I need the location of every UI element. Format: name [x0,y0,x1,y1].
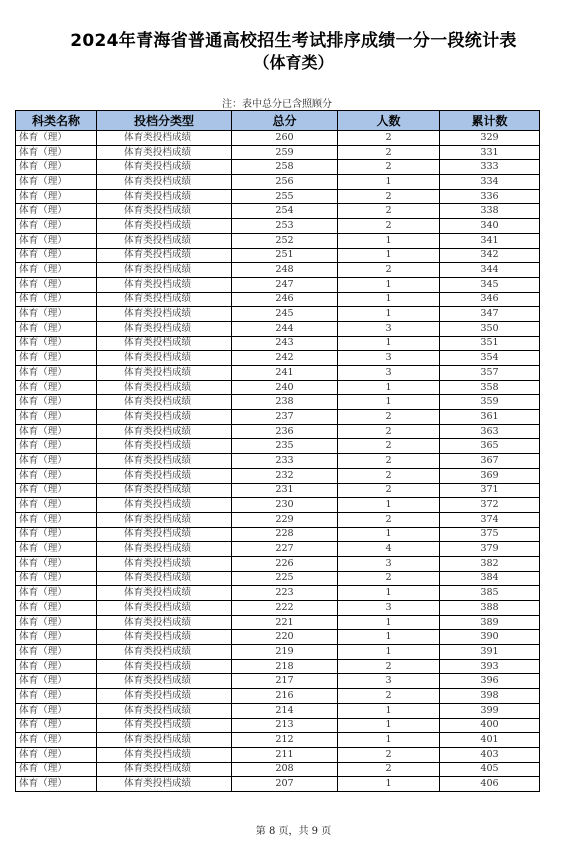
cell-count: 1 [338,292,440,307]
cell-total-score: 207 [232,777,338,792]
cell-count: 1 [338,336,440,351]
table-row [16,292,540,307]
cell-category: 体育（理） [16,762,97,777]
table-row [16,630,540,645]
cell-count: 1 [338,248,440,263]
cell-category: 体育（理） [16,498,97,513]
cell-category: 体育（理） [16,659,97,674]
cell-cumulative: 333 [440,160,540,175]
cell-count: 3 [338,556,440,571]
cell-cumulative: 359 [440,395,540,410]
cell-total-score: 221 [232,615,338,630]
cell-count: 1 [338,307,440,322]
cell-count: 2 [338,571,440,586]
cell-cumulative: 379 [440,542,540,557]
table-row [16,762,540,777]
cell-category: 体育（理） [16,145,97,160]
cell-count: 1 [338,777,440,792]
cell-score-type: 体育类投档成绩 [97,645,232,660]
cell-cumulative: 398 [440,689,540,704]
cell-count: 2 [338,747,440,762]
cell-category: 体育（理） [16,586,97,601]
table-row [16,204,540,219]
cell-score-type: 体育类投档成绩 [97,233,232,248]
cell-count: 2 [338,689,440,704]
cell-total-score: 245 [232,307,338,322]
cell-score-type: 体育类投档成绩 [97,468,232,483]
cell-total-score: 212 [232,733,338,748]
cell-category: 体育（理） [16,321,97,336]
cell-score-type: 体育类投档成绩 [97,777,232,792]
cell-count: 2 [338,483,440,498]
table-row [16,468,540,483]
cell-score-type: 体育类投档成绩 [97,204,232,219]
table-row [16,321,540,336]
cell-score-type: 体育类投档成绩 [97,556,232,571]
cell-cumulative: 384 [440,571,540,586]
cell-score-type: 体育类投档成绩 [97,263,232,278]
cell-total-score: 214 [232,703,338,718]
cell-cumulative: 385 [440,586,540,601]
cell-count: 2 [338,468,440,483]
cell-score-type: 体育类投档成绩 [97,248,232,263]
cell-cumulative: 361 [440,410,540,425]
cell-category: 体育（理） [16,219,97,234]
cell-cumulative: 357 [440,366,540,381]
page-title: 2024年青海省普通高校招生考试排序成绩一分一段统计表 [70,31,517,51]
table-row [16,777,540,792]
cell-category: 体育（理） [16,645,97,660]
cell-category: 体育（理） [16,542,97,557]
cell-cumulative: 336 [440,189,540,204]
cell-cumulative: 389 [440,615,540,630]
cell-total-score: 251 [232,248,338,263]
table-row [16,556,540,571]
cell-category: 体育（理） [16,689,97,704]
table-row [16,674,540,689]
table-row [16,424,540,439]
table-row [16,160,540,175]
cell-cumulative: 350 [440,321,540,336]
cell-count: 1 [338,233,440,248]
cell-count: 1 [338,277,440,292]
cell-score-type: 体育类投档成绩 [97,733,232,748]
cell-count: 1 [338,733,440,748]
cell-score-type: 体育类投档成绩 [97,762,232,777]
cell-count: 1 [338,630,440,645]
cell-score-type: 体育类投档成绩 [97,219,232,234]
cell-cumulative: 400 [440,718,540,733]
cell-cumulative: 358 [440,380,540,395]
header-cumulative: 累计数 [440,111,540,131]
cell-score-type: 体育类投档成绩 [97,586,232,601]
cell-count: 2 [338,189,440,204]
cell-score-type: 体育类投档成绩 [97,601,232,616]
table-row [16,512,540,527]
cell-score-type: 体育类投档成绩 [97,542,232,557]
cell-score-type: 体育类投档成绩 [97,321,232,336]
cell-category: 体育（理） [16,175,97,190]
cell-total-score: 226 [232,556,338,571]
cell-category: 体育（理） [16,747,97,762]
table-row [16,189,540,204]
cell-score-type: 体育类投档成绩 [97,689,232,704]
cell-cumulative: 331 [440,145,540,160]
table-row [16,542,540,557]
cell-score-type: 体育类投档成绩 [97,424,232,439]
cell-total-score: 223 [232,586,338,601]
cell-category: 体育（理） [16,483,97,498]
cell-score-type: 体育类投档成绩 [97,336,232,351]
cell-cumulative: 405 [440,762,540,777]
cell-cumulative: 399 [440,703,540,718]
cell-total-score: 236 [232,424,338,439]
cell-total-score: 225 [232,571,338,586]
cell-count: 3 [338,321,440,336]
cell-total-score: 260 [232,131,338,146]
cell-count: 2 [338,263,440,278]
cell-category: 体育（理） [16,336,97,351]
cell-count: 2 [338,439,440,454]
table-body [16,131,540,792]
table-row [16,733,540,748]
cell-category: 体育（理） [16,189,97,204]
cell-category: 体育（理） [16,468,97,483]
cell-cumulative: 347 [440,307,540,322]
cell-score-type: 体育类投档成绩 [97,380,232,395]
cell-cumulative: 390 [440,630,540,645]
cell-category: 体育（理） [16,160,97,175]
header-total-score: 总分 [232,111,338,131]
cell-cumulative: 382 [440,556,540,571]
cell-total-score: 238 [232,395,338,410]
cell-score-type: 体育类投档成绩 [97,630,232,645]
table-row [16,145,540,160]
table-row [16,410,540,425]
cell-score-type: 体育类投档成绩 [97,307,232,322]
cell-count: 1 [338,645,440,660]
cell-category: 体育（理） [16,424,97,439]
cell-cumulative: 346 [440,292,540,307]
cell-category: 体育（理） [16,777,97,792]
table-row [16,336,540,351]
cell-score-type: 体育类投档成绩 [97,175,232,190]
table-row [16,601,540,616]
cell-cumulative: 363 [440,424,540,439]
cell-category: 体育（理） [16,292,97,307]
cell-score-type: 体育类投档成绩 [97,439,232,454]
cell-count: 4 [338,542,440,557]
cell-cumulative: 334 [440,175,540,190]
cell-count: 1 [338,498,440,513]
table-row [16,454,540,469]
cell-count: 1 [338,395,440,410]
cell-total-score: 220 [232,630,338,645]
table-row [16,747,540,762]
cell-category: 体育（理） [16,410,97,425]
cell-category: 体育（理） [16,733,97,748]
table-row [16,659,540,674]
cell-category: 体育（理） [16,571,97,586]
cell-total-score: 258 [232,160,338,175]
cell-count: 2 [338,160,440,175]
cell-category: 体育（理） [16,674,97,689]
table-row [16,307,540,322]
cell-count: 2 [338,512,440,527]
cell-total-score: 248 [232,263,338,278]
table-row [16,277,540,292]
cell-score-type: 体育类投档成绩 [97,454,232,469]
cell-cumulative: 372 [440,498,540,513]
cell-score-type: 体育类投档成绩 [97,160,232,175]
table-row [16,718,540,733]
cell-category: 体育（理） [16,277,97,292]
cell-count: 2 [338,659,440,674]
cell-score-type: 体育类投档成绩 [97,351,232,366]
cell-cumulative: 375 [440,527,540,542]
table-row [16,645,540,660]
cell-category: 体育（理） [16,439,97,454]
cell-total-score: 219 [232,645,338,660]
cell-score-type: 体育类投档成绩 [97,703,232,718]
cell-score-type: 体育类投档成绩 [97,131,232,146]
cell-total-score: 244 [232,321,338,336]
cell-score-type: 体育类投档成绩 [97,366,232,381]
table-row [16,571,540,586]
page-subtitle: （体育类） [253,53,334,72]
cell-count: 1 [338,527,440,542]
cell-category: 体育（理） [16,703,97,718]
cell-count: 2 [338,454,440,469]
cell-count: 3 [338,601,440,616]
cell-cumulative: 329 [440,131,540,146]
cell-count: 3 [338,351,440,366]
table-row [16,483,540,498]
cell-total-score: 229 [232,512,338,527]
cell-total-score: 259 [232,145,338,160]
table-row [16,263,540,278]
cell-category: 体育（理） [16,307,97,322]
cell-count: 1 [338,718,440,733]
cell-cumulative: 342 [440,248,540,263]
cell-score-type: 体育类投档成绩 [97,718,232,733]
cell-cumulative: 403 [440,747,540,762]
cell-total-score: 252 [232,233,338,248]
cell-total-score: 217 [232,674,338,689]
cell-category: 体育（理） [16,454,97,469]
cell-total-score: 235 [232,439,338,454]
cell-category: 体育（理） [16,512,97,527]
cell-total-score: 222 [232,601,338,616]
cell-category: 体育（理） [16,380,97,395]
cell-total-score: 227 [232,542,338,557]
cell-score-type: 体育类投档成绩 [97,410,232,425]
cell-total-score: 240 [232,380,338,395]
cell-cumulative: 391 [440,645,540,660]
table-note: 注：表中总分已含照顾分 [222,99,332,110]
cell-score-type: 体育类投档成绩 [97,292,232,307]
cell-score-type: 体育类投档成绩 [97,189,232,204]
header-count: 人数 [338,111,440,131]
cell-score-type: 体育类投档成绩 [97,571,232,586]
cell-cumulative: 396 [440,674,540,689]
table-row [16,219,540,234]
cell-count: 2 [338,145,440,160]
header-category: 科类名称 [16,111,97,131]
cell-count: 2 [338,424,440,439]
table-row [16,380,540,395]
cell-score-type: 体育类投档成绩 [97,527,232,542]
cell-cumulative: 344 [440,263,540,278]
cell-cumulative: 365 [440,439,540,454]
cell-total-score: 241 [232,366,338,381]
cell-category: 体育（理） [16,395,97,410]
table-row [16,498,540,513]
cell-category: 体育（理） [16,351,97,366]
cell-category: 体育（理） [16,366,97,381]
cell-category: 体育（理） [16,601,97,616]
cell-cumulative: 393 [440,659,540,674]
cell-cumulative: 406 [440,777,540,792]
table-row [16,586,540,601]
cell-cumulative: 341 [440,233,540,248]
cell-total-score: 218 [232,659,338,674]
page-number: 第 8 页，共 9 页 [255,826,332,837]
cell-total-score: 242 [232,351,338,366]
header-score-type: 投档分类型 [97,111,232,131]
cell-total-score: 246 [232,292,338,307]
table-header [16,111,540,131]
cell-category: 体育（理） [16,204,97,219]
cell-count: 2 [338,762,440,777]
score-distribution-table [15,110,540,792]
cell-score-type: 体育类投档成绩 [97,674,232,689]
cell-total-score: 211 [232,747,338,762]
table-row [16,689,540,704]
cell-score-type: 体育类投档成绩 [97,498,232,513]
cell-score-type: 体育类投档成绩 [97,659,232,674]
cell-count: 2 [338,219,440,234]
cell-category: 体育（理） [16,615,97,630]
cell-count: 1 [338,586,440,601]
cell-cumulative: 374 [440,512,540,527]
table-row [16,703,540,718]
table-row [16,233,540,248]
cell-count: 3 [338,366,440,381]
cell-category: 体育（理） [16,131,97,146]
table-row [16,248,540,263]
table-row [16,131,540,146]
cell-total-score: 228 [232,527,338,542]
table-row [16,351,540,366]
cell-cumulative: 388 [440,601,540,616]
cell-count: 1 [338,380,440,395]
cell-cumulative: 340 [440,219,540,234]
cell-category: 体育（理） [16,248,97,263]
cell-score-type: 体育类投档成绩 [97,747,232,762]
cell-total-score: 254 [232,204,338,219]
cell-count: 1 [338,175,440,190]
cell-score-type: 体育类投档成绩 [97,483,232,498]
table-row [16,439,540,454]
cell-total-score: 256 [232,175,338,190]
cell-cumulative: 371 [440,483,540,498]
cell-total-score: 247 [232,277,338,292]
table-row [16,175,540,190]
cell-total-score: 237 [232,410,338,425]
cell-category: 体育（理） [16,556,97,571]
cell-count: 1 [338,703,440,718]
cell-count: 2 [338,204,440,219]
cell-total-score: 231 [232,483,338,498]
cell-category: 体育（理） [16,718,97,733]
cell-total-score: 213 [232,718,338,733]
cell-score-type: 体育类投档成绩 [97,395,232,410]
cell-category: 体育（理） [16,527,97,542]
cell-cumulative: 369 [440,468,540,483]
cell-cumulative: 345 [440,277,540,292]
cell-category: 体育（理） [16,263,97,278]
cell-score-type: 体育类投档成绩 [97,145,232,160]
table-row [16,395,540,410]
cell-score-type: 体育类投档成绩 [97,512,232,527]
table-row [16,527,540,542]
cell-cumulative: 351 [440,336,540,351]
cell-total-score: 208 [232,762,338,777]
cell-count: 2 [338,131,440,146]
cell-category: 体育（理） [16,233,97,248]
cell-total-score: 216 [232,689,338,704]
cell-cumulative: 354 [440,351,540,366]
cell-cumulative: 338 [440,204,540,219]
cell-total-score: 230 [232,498,338,513]
cell-score-type: 体育类投档成绩 [97,615,232,630]
cell-total-score: 253 [232,219,338,234]
cell-count: 3 [338,674,440,689]
cell-total-score: 255 [232,189,338,204]
cell-count: 2 [338,410,440,425]
cell-cumulative: 401 [440,733,540,748]
cell-cumulative: 367 [440,454,540,469]
cell-total-score: 243 [232,336,338,351]
cell-total-score: 232 [232,468,338,483]
cell-total-score: 233 [232,454,338,469]
cell-count: 1 [338,615,440,630]
cell-score-type: 体育类投档成绩 [97,277,232,292]
table-row [16,615,540,630]
table-row [16,366,540,381]
cell-category: 体育（理） [16,630,97,645]
